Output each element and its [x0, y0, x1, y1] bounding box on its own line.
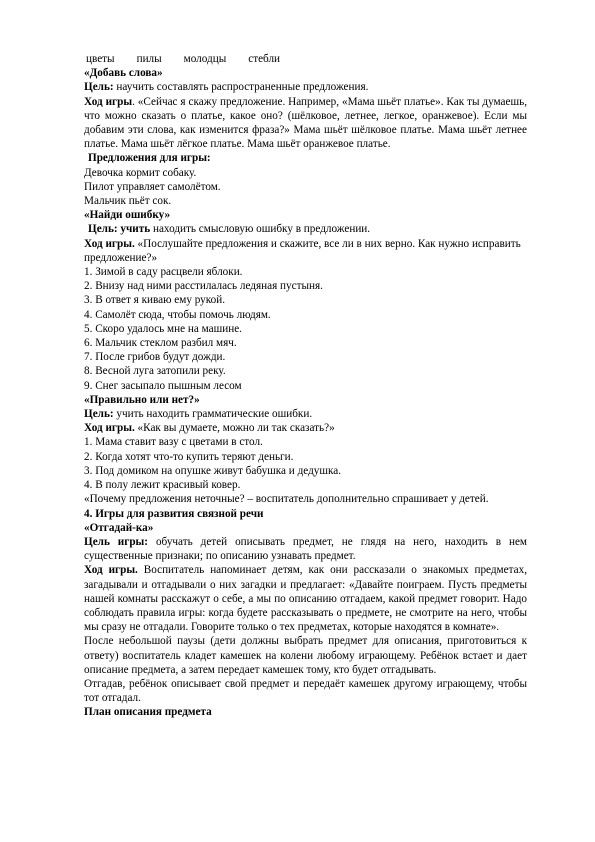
- document-page: [84, 52, 527, 720]
- game1-title: «Добавь слова»: [84, 67, 163, 80]
- game3-item: 4. В полу лежит красивый ковер.: [84, 479, 241, 492]
- game2-item: 9. Снег засыпало пышным лесом: [84, 379, 242, 392]
- game4-title: «Отгадай-ка»: [84, 521, 154, 534]
- course-label: Ход игры.: [84, 422, 135, 435]
- course-text: «Как вы думаете, можно ли так сказать?»: [134, 422, 335, 435]
- goal-text: обучать детей описывать предмет, не глядя на него, находить в нем существенные признаки; по описанию узнавать предмет.: [84, 535, 527, 563]
- word-item: пилы: [136, 53, 162, 65]
- word-item: цветы: [86, 53, 115, 65]
- course-label: Ход игры.: [84, 237, 135, 250]
- goal-text: учить находить грамматические ошибки.: [113, 408, 313, 421]
- word-item: молодцы: [183, 53, 227, 65]
- game2-item: 7. После грибов будут дожди.: [84, 351, 226, 364]
- game2-item: 8. Весной луга затопили реку.: [84, 365, 226, 378]
- game4-goal: [84, 535, 527, 563]
- word-list: [84, 52, 527, 66]
- course-text: . «Сейчас я скажу предложение. Например, «Мама шьёт платье». Как ты думаешь, что можно сказать о платье, какое оно? (шёлковое, летнее, легкое, оранжевое). Если мы добавим эти слова, как изменится фраза?» Мама шьёт шёлковое платье. Мама шьёт летнее платье. Мама шьёт лёгкое платье. Мама шьёт оранжевое платье.: [84, 95, 527, 151]
- game2-item: 4. Самолёт сюда, чтобы помочь людям.: [84, 308, 271, 321]
- game2-title: «Найди ошибку»: [84, 209, 171, 222]
- game4-paragraph: После небольшой паузы (дети должны выбрать предмет для описания, приготовиться к ответу) воспитатель кладет камешек на колени любому играющему. Ребёнок встает и дает описание предмета, а затем передает камешек тому, кто будет отгадывать.: [84, 635, 527, 676]
- word-item: стебли: [248, 53, 281, 65]
- game2-item: 1. Зимой в саду расцвели яблоки.: [84, 266, 243, 279]
- game3-item: 1. Мама ставит вазу с цветами в стол.: [84, 436, 263, 449]
- goal-text: находить смысловую ошибку в предложении.: [150, 223, 371, 236]
- game3-item: 3. Под домиком на опушке живут бабушка и дедушка.: [84, 464, 342, 477]
- game3-title: «Правильно или нет?»: [84, 393, 200, 406]
- course-text: Воспитатель напоминает детям, как они рассказали о знакомых предметах, загадывали и отгадывали о них загадки и предлагает: «Давайте поиграем. Пусть предметы нашей комнаты расскажут о себе, а мы по описанию отгадаем, какой предмет говорит. Надо соблюдать правила игры: когда будете рассказывать о предмете, не смотрите на него, чтобы мы сразу не отгадали. Говорите только о тех предметах, которые находятся в комнате».: [84, 564, 527, 634]
- course-text: «Послушайте предложения и скажите, все ли в них верно. Как нужно исправить предложение?»: [84, 237, 521, 264]
- game2-item: 5. Скоро удалось мне на машине.: [84, 322, 242, 335]
- game2-item: 6. Мальчик стеклом разбил мяч.: [84, 337, 237, 350]
- course-label: Ход игры: [84, 95, 133, 108]
- game4-course: [84, 563, 527, 634]
- game2-goal: [84, 222, 527, 236]
- game3-closing: «Почему предложения неточные? – воспитатель дополнительно спрашивает у детей.: [84, 493, 489, 506]
- game3-course: [84, 421, 527, 435]
- game1-sentences-title: Предложения для игры:: [88, 152, 211, 165]
- goal-label: Цель:: [84, 81, 114, 94]
- goal-text: научить составлять распространенные предложения.: [113, 81, 369, 94]
- game2-course: [84, 237, 527, 265]
- course-label: Ход игры.: [84, 564, 138, 577]
- goal-label: Цель:: [84, 408, 114, 421]
- game4-paragraph: Отгадав, ребёнок описывает свой предмет и передаёт камешек другому играющему, чтобы тот отгадал.: [84, 677, 527, 705]
- game1-sentence: Девочка кормит собаку.: [84, 166, 197, 179]
- game1-goal: [84, 80, 527, 94]
- game3-goal: [84, 407, 527, 421]
- goal-label: Цель: учить: [88, 223, 151, 236]
- game1-course: [84, 95, 527, 152]
- section4-title: 4. Игры для развития связной речи: [84, 507, 264, 520]
- plan-title: План описания предмета: [84, 706, 212, 719]
- game2-item: 2. Внизу над ними расстилалась ледяная пустыня.: [84, 280, 323, 293]
- game3-item: 2. Когда хотят что-то купить теряют деньги.: [84, 450, 294, 463]
- game1-sentence: Мальчик пьёт сок.: [84, 195, 172, 208]
- game1-sentence: Пилот управляет самолётом.: [84, 180, 221, 193]
- goal-label: Цель игры:: [84, 535, 149, 548]
- game2-item: 3. В ответ я киваю ему рукой.: [84, 294, 225, 307]
